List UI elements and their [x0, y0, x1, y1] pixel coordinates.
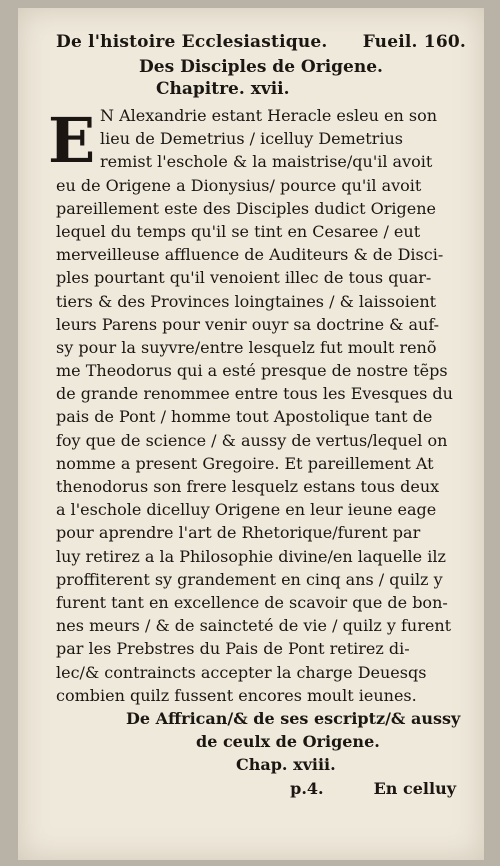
chapter-body [48, 104, 466, 776]
body-line: leurs Parens pour venir ouyr sa doctrine & auf- [56, 314, 440, 334]
body-line: proffiterent sy grandement en cinq ans / quilz y [56, 569, 443, 589]
body-line: N Alexandrie estant Heracle esleu en son [100, 106, 438, 125]
body-line: par les Prebstres du Pais de Pont retirez di- [56, 639, 410, 659]
catchword: En celluy [373, 779, 456, 799]
body-line: a l'eschole dicelluy Origene en leur ieune eage [56, 500, 437, 520]
body-line: lequel du temps qu'il se tint en Cesaree / eut [56, 221, 421, 241]
body-line: tiers & des Provinces loingtaines / & laissoient [56, 291, 437, 311]
body-line: lec/& contraincts accepter la charge Deuesqs [56, 662, 427, 682]
body-line: me Theodorus qui a esté presque de nostre tẽps [56, 361, 448, 381]
body-line: sy pour la suyvre/entre lesquelz fut moult renõ [56, 337, 437, 357]
body-line: eu de Origene a Dionysius/ pource qu'il avoit [56, 175, 422, 195]
body-line: nomme a present Gregoire. Et pareillement At [56, 453, 434, 473]
book-page [18, 8, 484, 860]
signature-mark: p.4. [290, 779, 324, 799]
body-line: pareillement este des Disciples dudict Origene [56, 198, 436, 218]
running-head [56, 28, 466, 56]
body-line: remist l'eschole & la maistrise/qu'il avoit [100, 152, 433, 172]
next-chapter-title-cont: de ceulx de Origene. [196, 732, 380, 752]
body-line: luy retirez a la Philosophie divine/en laquelle ilz [56, 546, 446, 566]
body-line: pour aprendre l'art de Rhetorique/furent par [56, 523, 421, 543]
drop-capital: E [48, 104, 96, 177]
body-line: merveilleuse affluence de Auditeurs & de Disci- [56, 245, 444, 265]
body-line: nes meurs / & de saincteté de vie / quilz y furent [56, 616, 452, 636]
body-line: combien quilz fussent encores moult ieunes. [56, 685, 417, 705]
body-line: thenodorus son frere lesquelz estans tous deux [56, 477, 440, 496]
running-head-title: De l'histoire Ecclesiastique. [56, 32, 328, 52]
body-line: foy que de science / & aussy de vertus/lequel on [56, 430, 448, 450]
body-line: ples pourtant qu'il venoient illec de tous quar- [56, 268, 432, 288]
next-chapter-title: De Affrican/& de ses escriptz/& aussy [126, 708, 461, 728]
next-chapter-number: Chap. xviii. [236, 755, 336, 775]
folio-number: Fueil. 160. [362, 32, 466, 52]
chapter-title: Des Disciples de Origene. [139, 57, 383, 77]
body-line: pais de Pont / homme tout Apostolique tant de [56, 407, 433, 427]
page-text-block [48, 28, 466, 802]
body-line: lieu de Demetrius / icelluy Demetrius [100, 129, 403, 149]
body-line: furent tant en excellence de scavoir que de bon- [56, 592, 448, 612]
page-footer [56, 776, 466, 802]
body-line: de grande renommee entre tous les Evesques du [56, 384, 453, 404]
chapter-number: Chapitre. xvii. [156, 79, 290, 99]
